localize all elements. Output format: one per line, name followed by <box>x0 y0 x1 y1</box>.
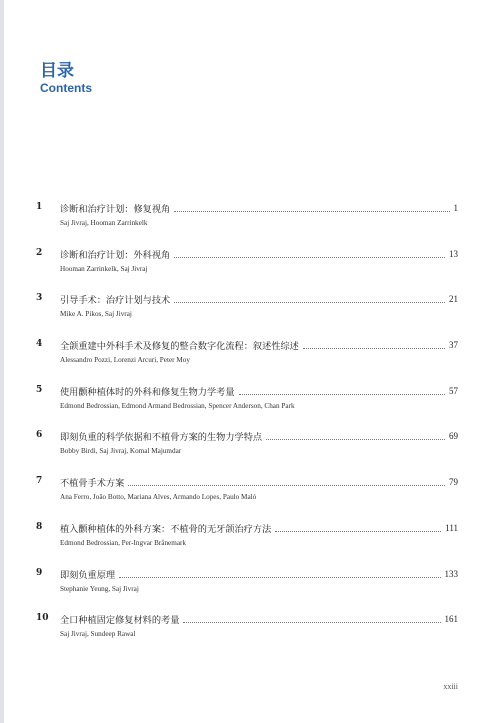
chapter-title: 即刻负重的科学依据和不植骨方案的生物力学特点 <box>60 432 263 444</box>
page-number: 21 <box>449 294 458 305</box>
chapter-authors: Ana Ferro, João Botto, Mariana Alves, Armando Lopes, Paulo Maló <box>60 493 257 502</box>
chapter-authors: Hooman Zarrinkelk, Saj Jivraj <box>60 264 148 273</box>
page-number: 37 <box>449 340 458 351</box>
heading-title-en: Contents <box>40 81 92 95</box>
dot-leader <box>174 210 449 212</box>
left-edge-bar <box>0 0 4 723</box>
chapter-authors: Alessandro Pozzi, Lorenzi Arcuri, Peter Moy <box>60 356 190 365</box>
page-number: 133 <box>444 568 458 579</box>
toc-entry[interactable] <box>36 428 458 474</box>
page-number: 1 <box>453 203 458 213</box>
toc-entry[interactable] <box>36 246 458 292</box>
chapter-number: 10 <box>36 613 49 624</box>
chapter-number: 7 <box>36 476 43 487</box>
chapter-title: 即刻负重原理 <box>60 569 116 581</box>
chapter-number: 5 <box>36 384 43 395</box>
page-number: 13 <box>449 248 458 259</box>
chapter-authors: Edmond Bedrossian, Per-Ingvar Brånemark <box>60 538 187 547</box>
chapter-number: 6 <box>36 430 43 441</box>
dot-leader <box>266 438 445 440</box>
dot-leader <box>119 576 440 578</box>
toc-entry[interactable] <box>36 566 458 612</box>
dot-leader <box>239 393 445 395</box>
dot-leader <box>275 530 441 532</box>
page-number: 79 <box>449 477 458 488</box>
chapter-title: 植入颧种植体的外科方案：不植骨的无牙颌治疗方法 <box>60 523 272 535</box>
chapter-number: 9 <box>36 567 43 578</box>
page-number: 161 <box>444 614 458 625</box>
toc-entry[interactable] <box>36 200 458 246</box>
heading-title-cn: 目录 <box>40 61 74 81</box>
page-number: 69 <box>449 431 458 442</box>
dot-leader <box>174 256 445 258</box>
chapter-title: 全颌重建中外科手术及修复的整合数字化流程：叙述性综述 <box>60 341 299 353</box>
page-number: 111 <box>445 522 458 533</box>
toc-entry[interactable] <box>36 291 458 337</box>
chapter-title: 使用颧种植体时的外科和修复生物力学考量 <box>60 386 235 398</box>
chapter-number: 2 <box>36 247 43 258</box>
chapter-authors: Saj Jivraj, Hooman Zarrinkelk <box>60 219 148 227</box>
chapter-title: 引导手术：治疗计划与技术 <box>60 295 171 307</box>
toc-entry[interactable] <box>36 383 458 429</box>
chapter-authors: Edmond Bedrossian, Edmond Armand Bedrossian, Spencer Anderson, Chan Park <box>60 401 295 410</box>
chapter-authors: Stephanie Yeung, Saj Jivraj <box>60 584 139 593</box>
chapter-authors: Mike A. Pikos, Saj Jivraj <box>60 310 132 319</box>
table-of-contents <box>36 200 458 657</box>
chapter-number: 3 <box>36 293 43 304</box>
page-number: 57 <box>449 385 458 396</box>
dot-leader <box>174 301 445 303</box>
chapter-title: 诊断和治疗计划：外科视角 <box>60 249 171 261</box>
chapter-number: 4 <box>36 339 43 350</box>
page-folio: xxiii <box>443 682 458 691</box>
dot-leader <box>128 484 445 486</box>
toc-entry[interactable] <box>36 474 458 520</box>
toc-entry[interactable] <box>36 520 458 566</box>
toc-entry[interactable] <box>36 611 458 657</box>
dot-leader <box>303 347 445 349</box>
chapter-number: 8 <box>36 521 43 532</box>
chapter-title: 不植骨手术方案 <box>60 478 125 490</box>
chapter-title: 全口种植固定修复材料的考量 <box>60 615 180 627</box>
chapter-number: 1 <box>36 202 43 212</box>
dot-leader <box>183 621 440 623</box>
chapter-authors: Saj Jivraj, Sundeep Rawal <box>60 630 136 639</box>
contents-heading <box>40 62 92 96</box>
chapter-authors: Bobby Birdi, Saj Jivraj, Komal Majumdar <box>60 447 182 456</box>
chapter-title: 诊断和治疗计划：修复视角 <box>60 204 171 215</box>
toc-entry[interactable] <box>36 337 458 383</box>
